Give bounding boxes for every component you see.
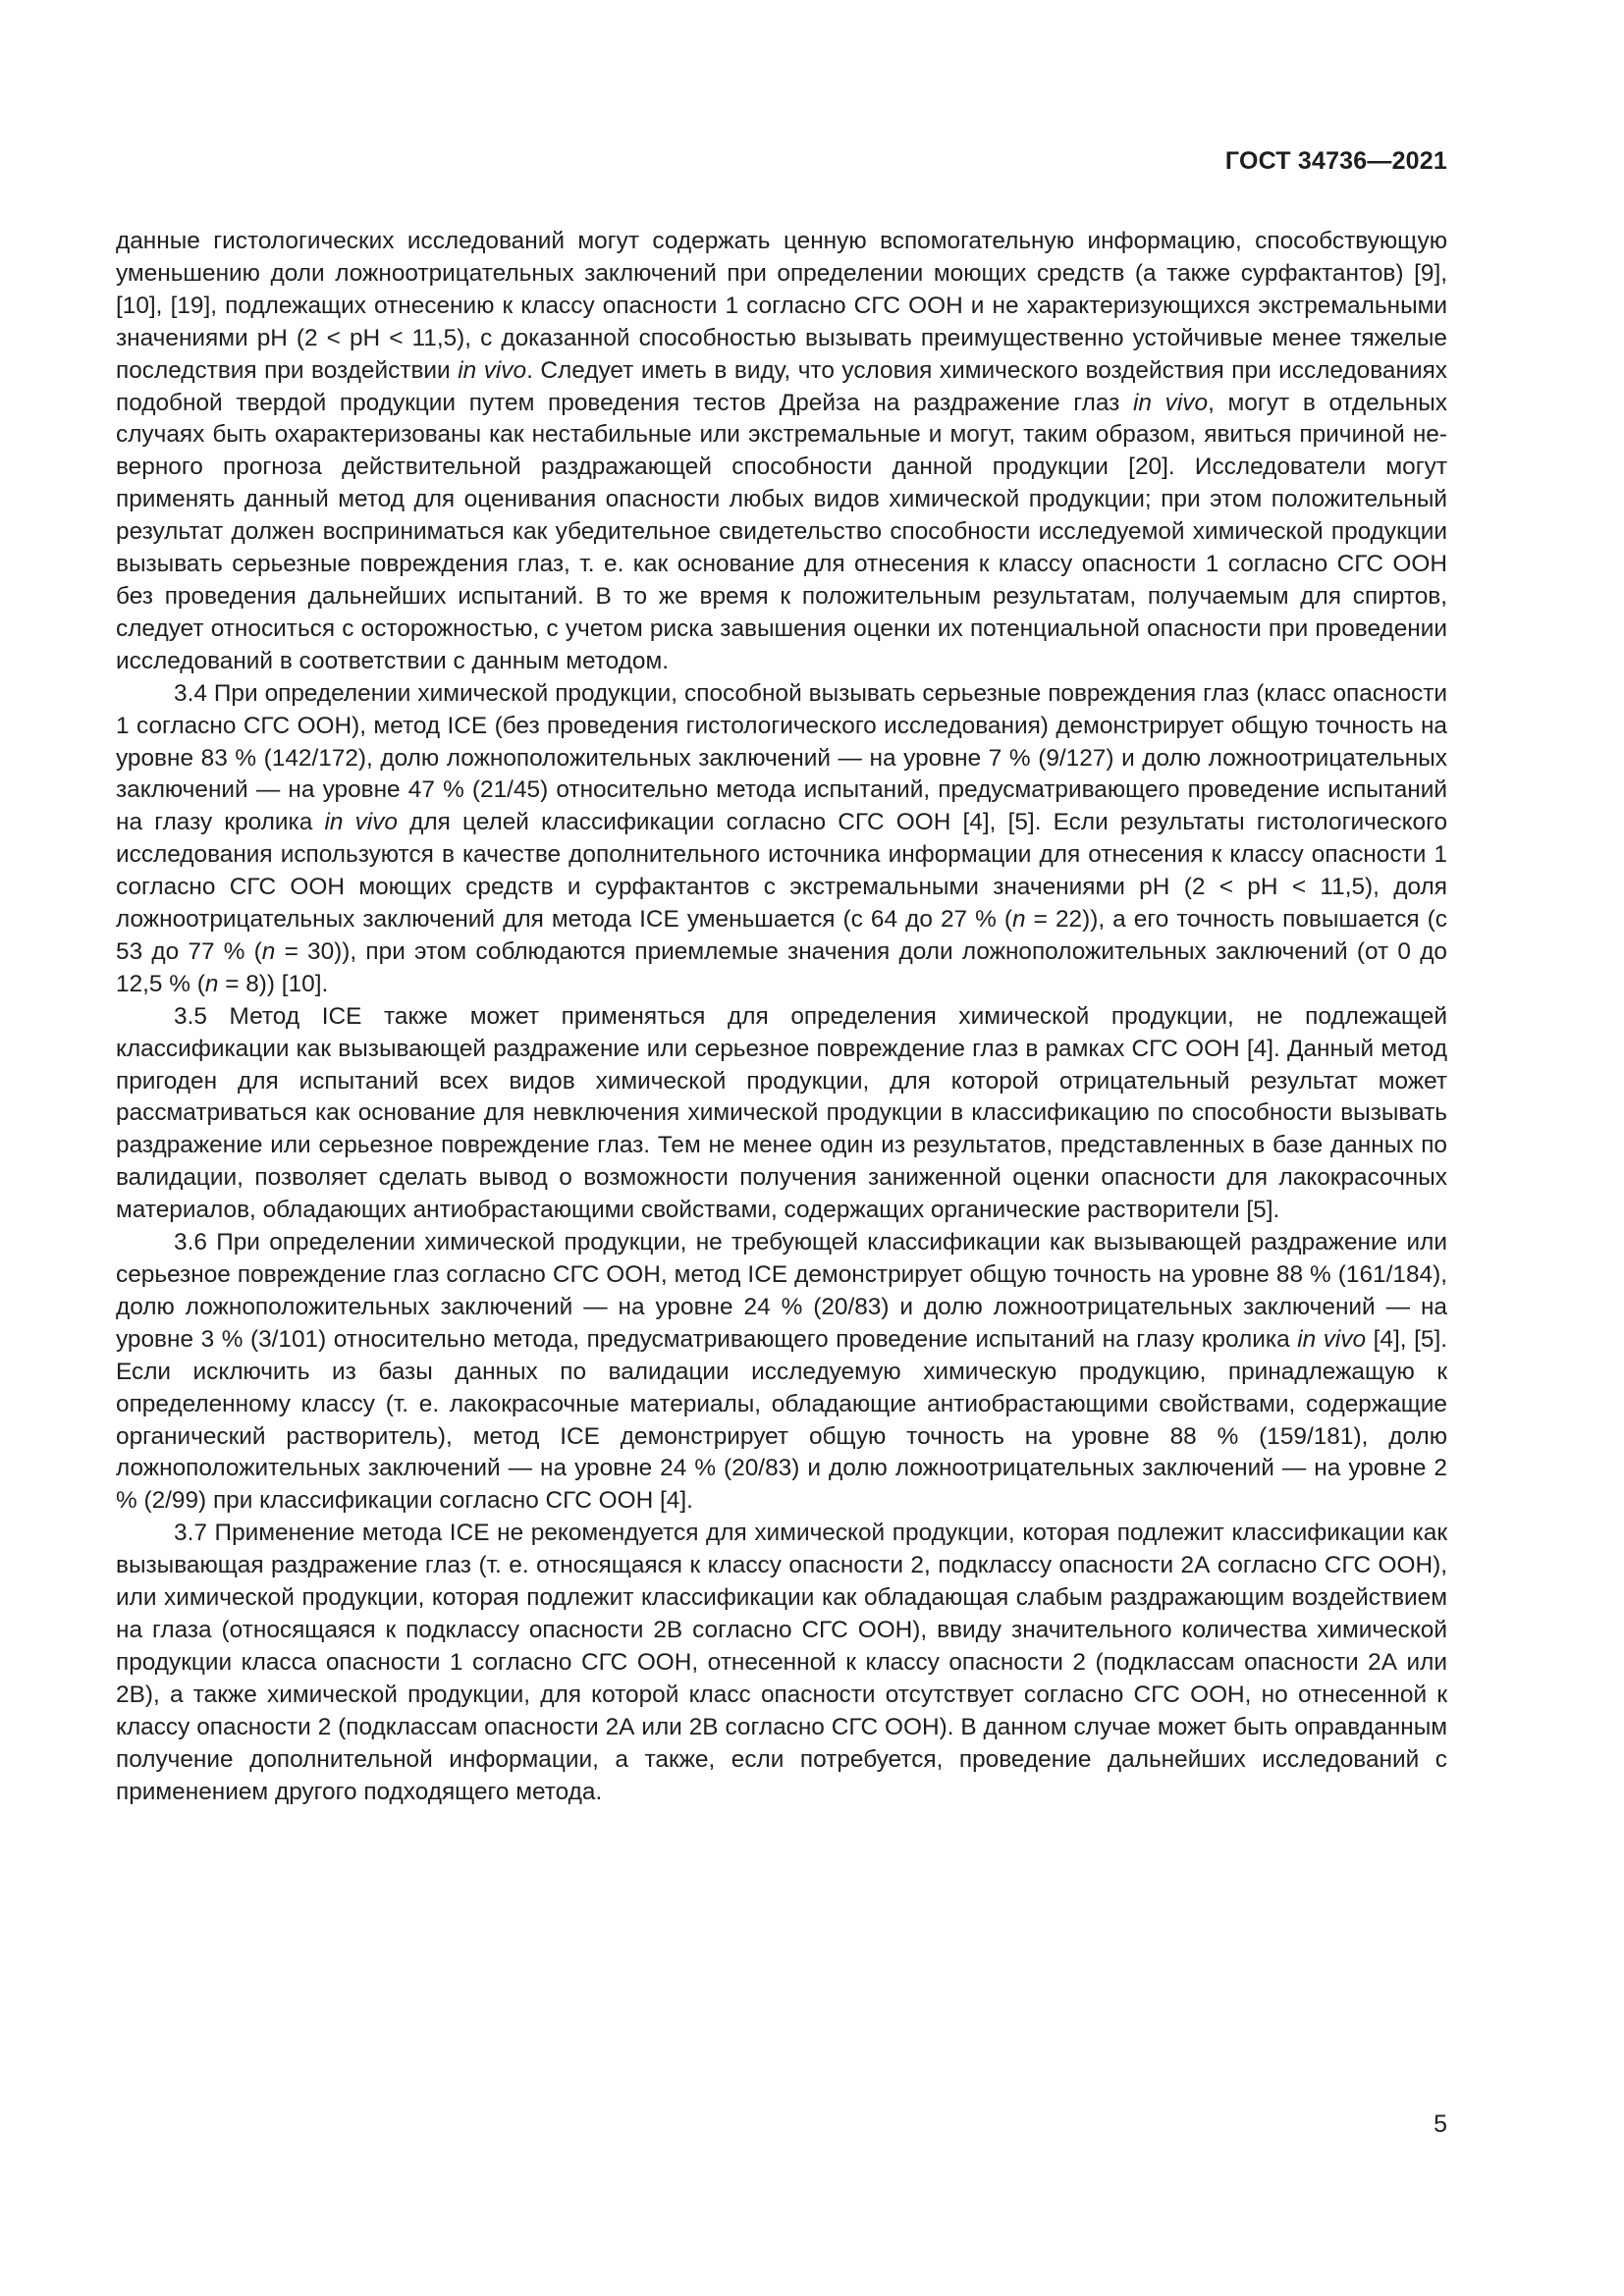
- italic-term: n: [261, 937, 276, 965]
- italic-term: in vivo: [1133, 389, 1209, 416]
- clause-3-6: [116, 1227, 1447, 1518]
- text-run: = 8)) [10].: [218, 970, 329, 997]
- clause-3-4: [116, 678, 1447, 1001]
- text-run: 3.6 При определении химической продукции, не требующей классификации как вызывающей раздражение или серьезное повреждение глаз согласно СГС ООН, метод ICE демонстрирует общую точность на уровне 88 % (161/184), долю ложноположительных заключений — на уровне 24 % (20/83) и долю ложноотрицательных заключений — на уровне 3 % (3/101) относительно метода, предусматривающего проведение испытаний на глазу кролика: [116, 1229, 1447, 1353]
- italic-term: in vivo: [458, 356, 527, 384]
- italic-term: in vivo: [324, 809, 398, 836]
- text-run: данные гистологических исследований могут содержать ценную вспомогательную информацию, способствующую уменьшению доли ложноотрицательных заключений при определении моющих средств (а также сурфактантов) [9], [10], [19], подлежащих отнесению к классу опасности 1 согласно СГС ООН и не характеризующихся экстремальными значениями pH (2 < pH < 11,5), с доказанной способностью вызывать преимущественно устойчивые менее тяжелые последствия при воздействии: [116, 228, 1447, 384]
- text-run: 3.4 При определении химической продукции, способной вызывать серьезные повреждения глаз (класс опасности 1 согласно СГС ООН), метод ICE (без проведения гистологического исследования) демонстрирует общую точность на уровне 83 % (142/172), долю ложноположительных заключений — на уровне 7 % (9/127) и долю ложноотрицательных заключений — на уровне 47 % (21/45) относительно метода испытаний, предусматривающего проведение испытаний на глазу кролика: [116, 679, 1447, 836]
- page-number: 5: [1434, 2110, 1447, 2138]
- text-run: = 30)), при этом соблюдаются приемлемые значения доли ложноположительных заключений (от 0 до 12,5 % (: [116, 937, 1447, 997]
- text-run: [4], [5]. Если исключить из базы данных по валидации исследуемую химическую продукцию, принадлежащую к определенному классу (т. е. лакокрасочные материалы, обладающие антиобрастающими свойствами, содержащие органический растворитель), метод ICE демонстрирует общую точность на уровне 88 % (159/181), долю ложноположительных заключений — на уровне 24 % (20/83) и долю ложноотрицательных заключений — на уровне 2 % (2/99) при классификации согласно СГС ООН [4].: [116, 1325, 1448, 1515]
- document-standard-number: ГОСТ 34736—2021: [1224, 147, 1447, 175]
- italic-term: in vivo: [1297, 1325, 1367, 1353]
- document-body: [116, 226, 1447, 1808]
- clause-3-5: [116, 1001, 1447, 1227]
- text-run: . Следует иметь в виду, что условия химического воздействия при исследованиях подобной твердой продукции путем проведения тестов Дрейза на раздражение глаз: [116, 356, 1447, 416]
- text-run: 3.7 Применение метода ICE не рекомендуется для химической продукции, которая подлежит классификации как вызывающая раздражение глаз (т. е. относящаяся к классу опасности 2, подклассу опасности 2А согласно СГС ООН), или химической продукции, которая подлежит классификации как обладающая слабым раздражающим воздействием на глаза (относящаяся к подклассу опасности 2В согласно СГС ООН), ввиду значительного количества химической продукции класса опасности 1 согласно СГС ООН, отнесенной к классу опасности 2 (подклассам опасности 2А или 2В), а также химической продукции, для которой класс опасности отсутствует согласно СГС ООН, но отнесенной к классу опасности 2 (подклассам опасности 2А или 2В согласно СГС ООН). В данном случае может быть оправданным получение дополнительной информации, а также, если потребуется, проведение дальнейших исследований с применением другого подходящего метода.: [116, 1520, 1447, 1805]
- paragraph-continuation: [116, 226, 1447, 678]
- text-run: 3.5 Метод ICE также может применяться для определения химической продукции, не подлежащей классификации как вызывающей раздражение или серьезное повреждение глаз в рамках СГС ООН [4]. Данный метод пригоден для испытаний всех видов химической продукции, для которой отрицательный результат может рассматриваться как основание для невключения химической продукции в классификацию по способности вызывать раздражение или серьезное повреждение глаз. Тем не менее один из результатов, представленных в базе данных по валидации, позволяет сделать вывод о возможности получения заниженной оценки опасности для лакокрасочных материалов, обладающих антиобрастающими свойствами, содержащих органические растворители [5].: [116, 1002, 1447, 1224]
- text-run: = 22)), а его точность повышается (с 53 до 77 % (: [116, 906, 1447, 965]
- text-run: для целей классификации согласно СГС ООН [4], [5]. Если результаты гистологического исследования используются в качестве дополнительного источника информации для отнесения к классу опасности 1 согласно СГС ООН моющих средств и сурфактантов с экстремальными значениями pH (2 < pH < 11,5), доля ложноотрицательных заключений для метода ICE уменьшается (с 64 до 27 % (: [116, 809, 1448, 934]
- italic-term: n: [204, 970, 219, 997]
- italic-term: n: [1012, 906, 1026, 934]
- clause-3-7: [116, 1518, 1447, 1808]
- text-run: , могут в отдельных случаях быть охарактеризованы как нестабильные или экстремальные и могут, таким образом, явиться причиной неверного прогноза действительной раздражающей способности данной продукции [20]. Исследователи могут применять данный метод для оценивания опасности любых видов химической продукции; при этом положительный результат должен восприниматься как убедительное свидетельство способности исследуемой химической продукции вызывать серьезные повреждения глаз, т. е. как основание для отнесения к классу опасности 1 согласно СГС ООН без проведения дальнейших испытаний. В то же время к положительным результатам, получаемым для спиртов, следует относиться с осторожностью, с учетом риска завышения оценки их потенциальной опасности при проведении исследований в соответствии с данным методом.: [116, 389, 1447, 674]
